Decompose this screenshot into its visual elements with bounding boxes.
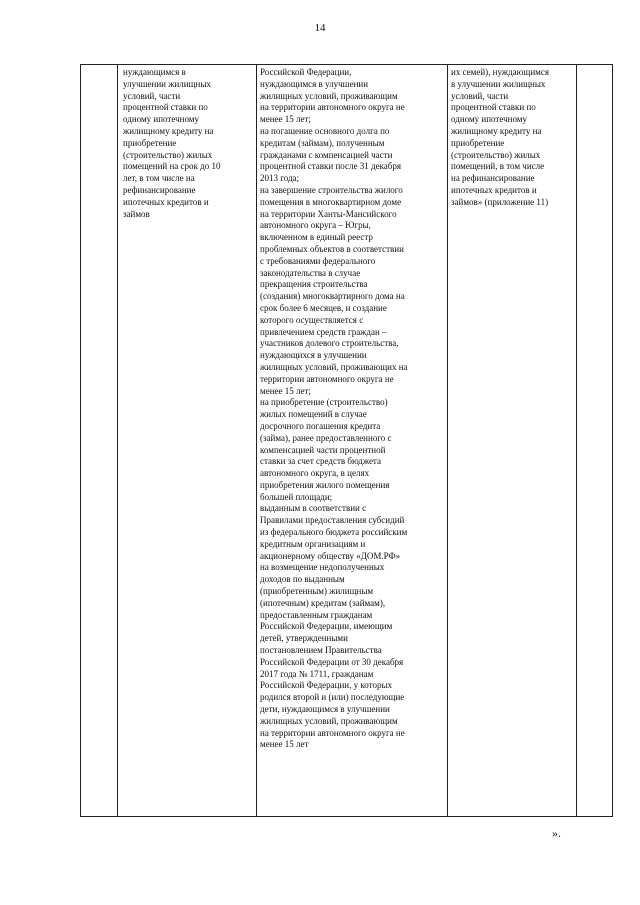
document-table [80,64,613,817]
table-cell-measure-text: нуждающимся в улучшении жилищных условий, части процентной ставки по одному ипотечному жилищному кредиту на приобретение (строительство) жилых помещений на срок до 10 лет, в том числе на рефинансирование ипотечных кредитов и займов [123,67,221,219]
table-cell-conditions: Российской Федерации, нуждающимся в улучшении жилищных условий, проживающим на территории автономного округа не менее 15 лет; на погашение основного долга по кредитам (займам), полученным гражданами с компенсацией части процентной ставки после 31 декабря 2013 года; на завершение строительства жилого помещения в многоквартирном доме на территории Ханты-Мансийского автономного округа – Югры, включенном в единый реестр проблемных объектов в соответствии с требованиями федерального законодательства в случае прекращения строительства (создания) многоквартирного дома на срок более 6 месяцев, и создание которого осуществляется с привлечением средств граждан – участников долевого строительства, нуждающихся в улучшении жилищных условий, проживающих на территории автономного округа не менее 15 лет; на приобретение (строительство) жилых помещений в случае досрочного погашения кредита (займа), ранее предоставленного с компенсацией части процентной ставки за счет средств бюджета автономного округа, в целях приобретения жилого помещения большей площади; выданным в соответствии с Правилами предоставления субсидий из федерального бюджета российским кредитным организациям и акционерному обществу «ДОМ.РФ» на возмещение недополученных доходов по выданным (приобретенным) жилищным (ипотечным) кредитам (займам), предоставленным гражданам Российской Федерации, имеющим детей, утвержденными постановлением Правительства Российской Федерации от 30 декабря 2017 года № 1711, гражданам Российской Федерации, у которых родился второй и (или) последующие дети, нуждающимся в улучшении жилищных условий, проживающим на территории автономного округа не менее 15 лет [257,65,448,817]
table-cell-index [81,65,118,817]
table-cell-reference: их семей), нуждающимся в улучшении жилищных условий, части процентной ставки по одному ипотечному жилищному кредиту на приобретение (строительство) жилых помещений, в том числе на рефинансирование ипотечных кредитов и займов» (приложение 11) [448,65,577,817]
closing-quote-mark: ». [552,826,561,840]
page-number: 14 [314,22,326,34]
table-cell-measure [118,65,257,817]
table-cell-empty [577,65,613,817]
table-row [81,65,613,817]
